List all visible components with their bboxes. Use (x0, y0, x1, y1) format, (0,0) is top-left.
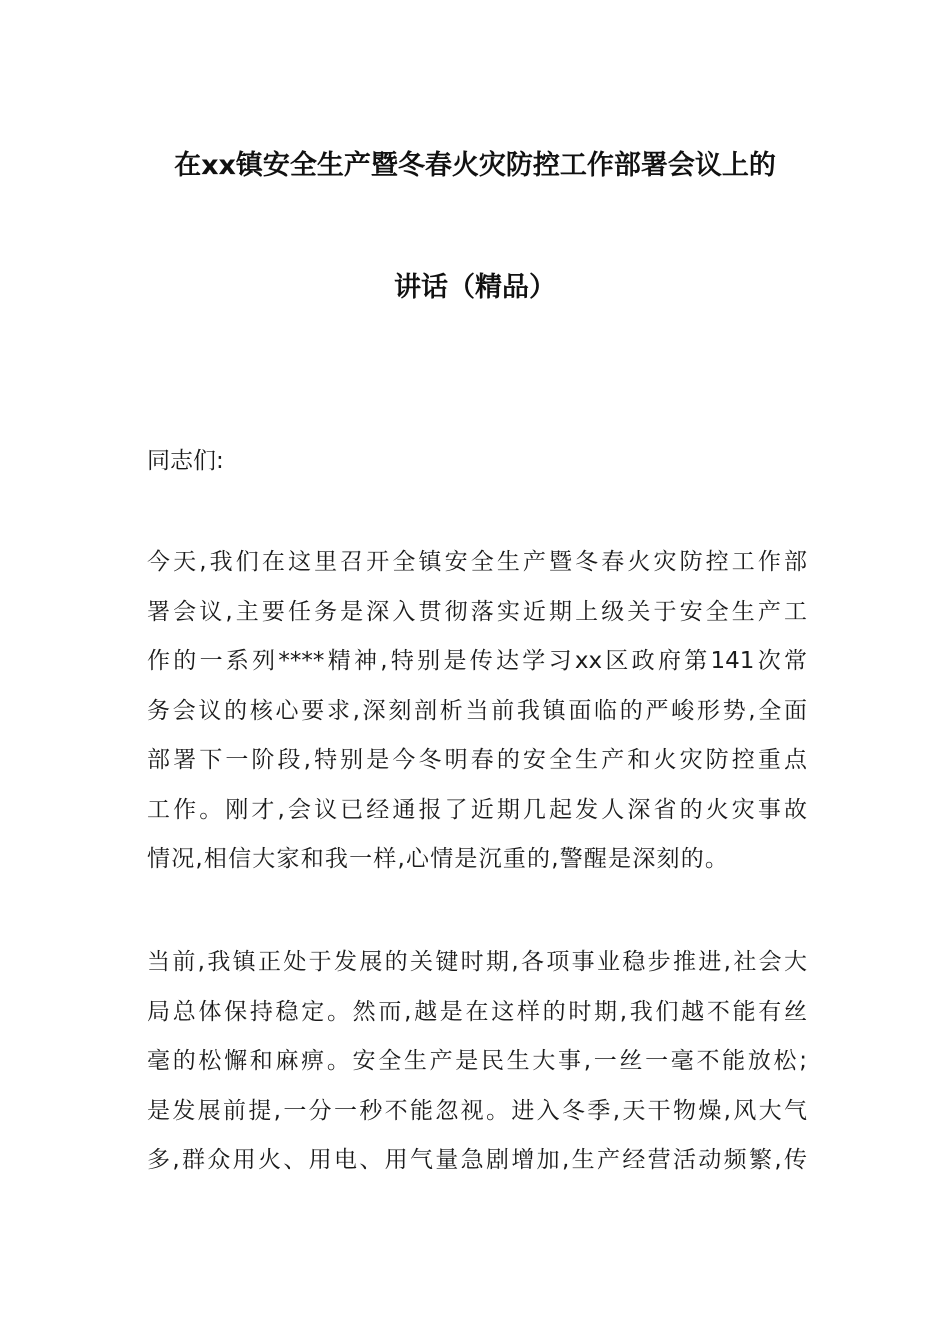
paragraph-line: 毫的松懈和麻痹。安全生产是民生大事,一丝一毫不能放松; (147, 1048, 807, 1074)
document-title-line-1: 在xx镇安全生产暨冬春火灾防控工作部署会议上的 (174, 150, 776, 181)
paragraph-line: 多,群众用火、用电、用气量急剧增加,生产经营活动频繁,传 (147, 1147, 807, 1173)
paragraph-line: 局总体保持稳定。然而,越是在这样的时期,我们越不能有丝 (147, 998, 807, 1025)
paragraph-line: 当前,我镇正处于发展的关键时期,各项事业稳步推进,社会大 (147, 949, 807, 975)
paragraph-line: 务会议的核心要求,深刻剖析当前我镇面临的严峻形势,全面 (147, 697, 807, 724)
paragraph-line: 署会议,主要任务是深入贯彻落实近期上级关于安全生产工 (147, 598, 807, 625)
paragraph-1 (147, 538, 807, 885)
paragraph-line: 部署下一阶段,特别是今冬明春的安全生产和火灾防控重点 (147, 747, 807, 773)
paragraph-line: 情况,相信大家和我一样,心情是沉重的,警醒是深刻的。 (147, 846, 730, 872)
paragraph-line: 工作。刚才,会议已经通报了近期几起发人深省的火灾事故 (147, 796, 807, 823)
paragraph-2 (147, 938, 807, 1186)
document-title-line-2: 讲话（精品） (394, 272, 556, 303)
paragraph-line: 是发展前提,一分一秒不能忽视。进入冬季,天干物燥,风大气 (147, 1097, 807, 1124)
salutation: 同志们: (147, 448, 224, 474)
paragraph-line: 作的一系列****精神,特别是传达学习xx区政府第141次常 (147, 648, 807, 674)
paragraph-line: 今天,我们在这里召开全镇安全生产暨冬春火灾防控工作部 (147, 549, 807, 575)
